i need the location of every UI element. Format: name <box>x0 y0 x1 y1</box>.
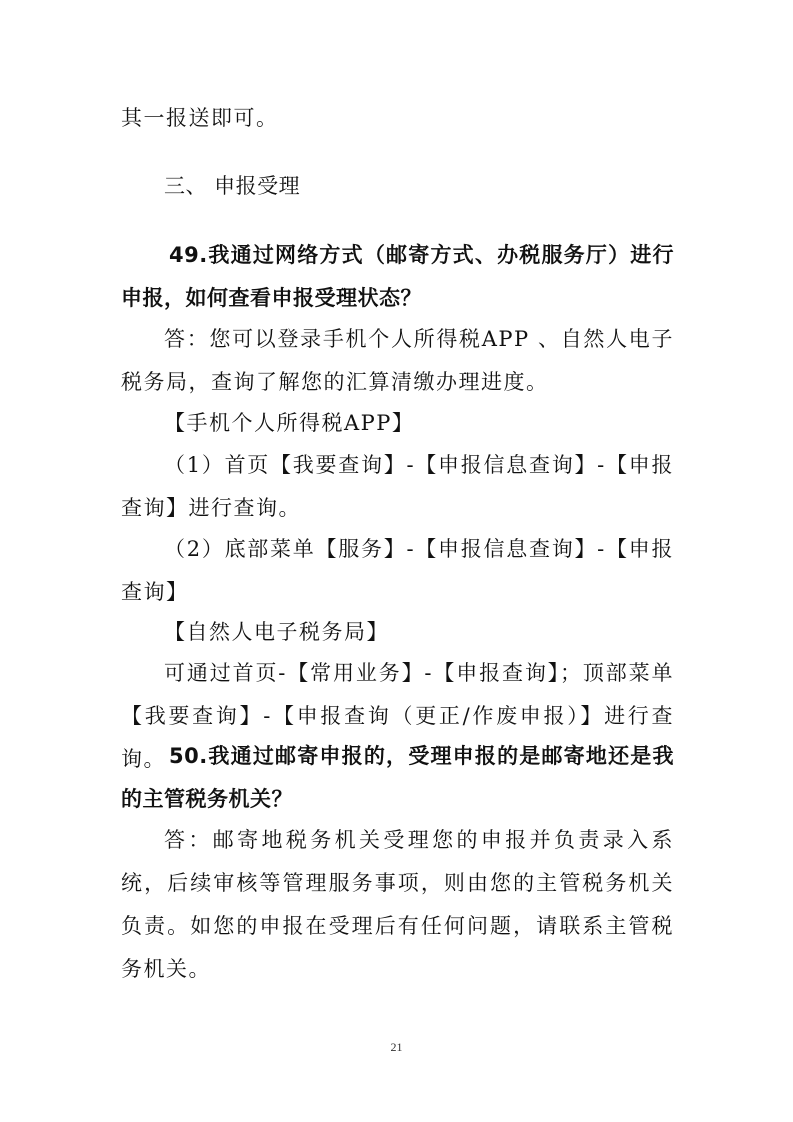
question-49-title: 49.我通过网络方式（邮寄方式、办税服务厅）进行申报，如何查看申报受理状态？ <box>121 243 674 310</box>
app-heading: 【手机个人所得税APP】 <box>164 411 415 435</box>
page-number: 21 <box>390 1040 403 1054</box>
web-heading: 【自然人电子税务局】 <box>164 620 389 644</box>
question-50-answer: 答：邮寄地税务机关受理您的申报并负责录入系统，后续审核等管理服务事项，则由您的主管税务机关负责。如您的申报在受理后有任何问题，请联系主管税务机关。 <box>121 828 674 981</box>
continuation-text: 其一报送即可。 <box>121 106 279 130</box>
question-50-title: 50.我通过邮寄申报的，受理申报的是邮寄地还是我的主管税务机关？ <box>121 744 674 811</box>
web-text: 可通过首页-【常用业务】-【申报查询】；顶部菜单【我要查询】-【申报查询（更正/作废申报）】进行查询。 <box>121 661 674 771</box>
section-heading: 三、 申报受理 <box>164 174 301 198</box>
question-49-answer: 答：您可以登录手机个人所得税APP 、自然人电子税务局，查询了解您的汇算清缴办理进度。 <box>121 327 674 394</box>
app-step-2: （2）底部菜单【服务】-【申报信息查询】-【申报查询】 <box>121 537 674 604</box>
app-step-1: （1）首页【我要查询】-【申报信息查询】-【申报查询】进行查询。 <box>121 453 674 520</box>
